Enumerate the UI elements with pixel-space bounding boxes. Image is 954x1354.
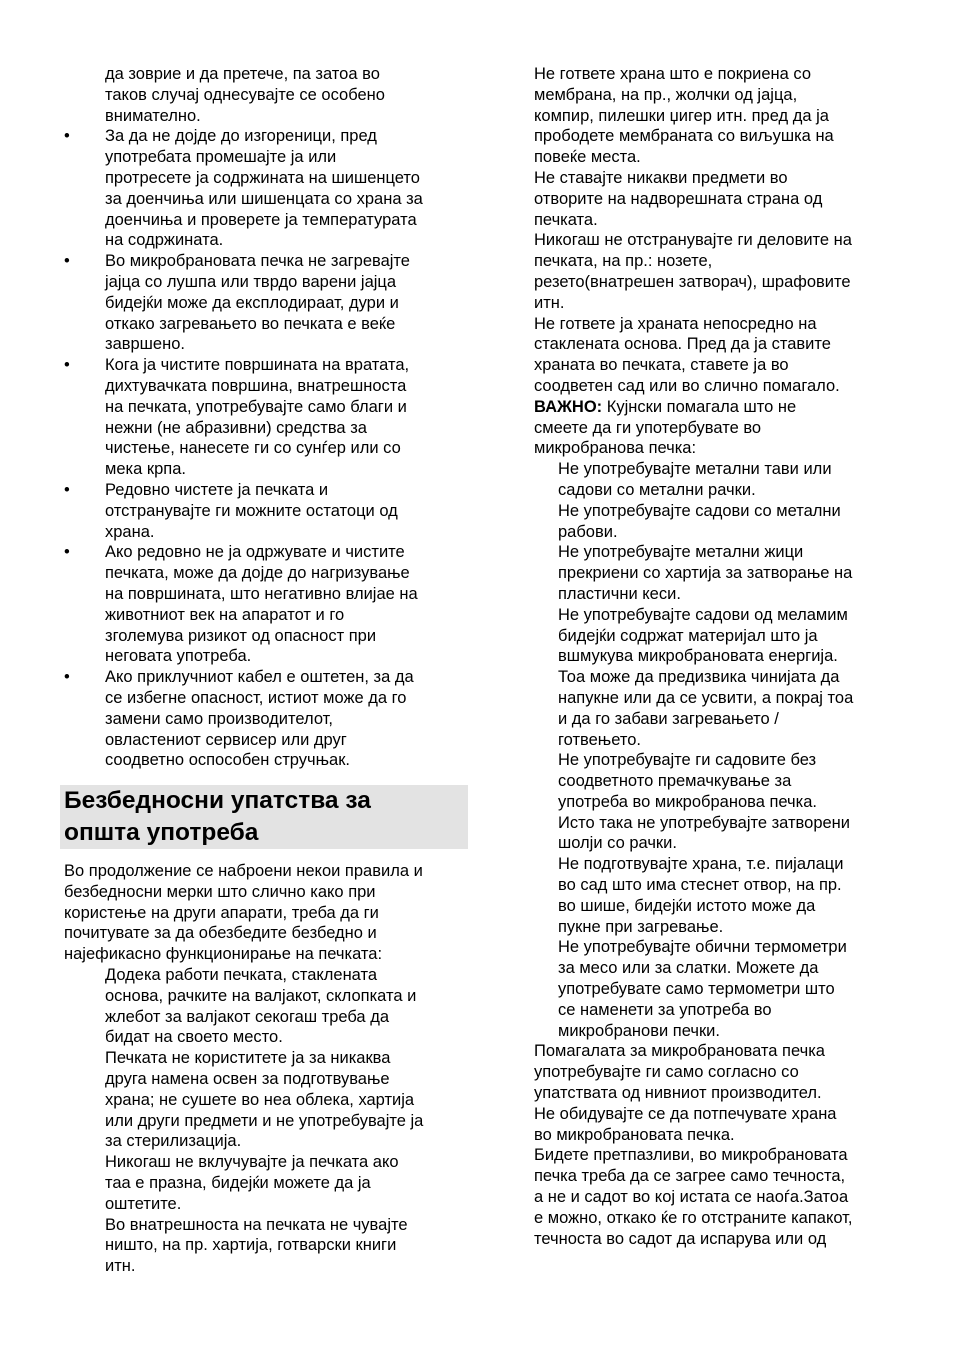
section-heading: Безбедносни упатства за општа употреба <box>60 785 468 849</box>
rules-list <box>64 965 464 1277</box>
bullet-icon: • <box>64 356 70 375</box>
intro-text: да зоврие и да претече, па затоа во таков случај однесувајте се особено внимателно. <box>105 65 385 125</box>
paragraph: Никогаш не отстранувајте ги деловите на печката, на пр.: нозете, резето(внатрешен затворач), шрафовите итн. <box>534 231 852 312</box>
left-column <box>64 64 464 1277</box>
list-item: Печката не користитете ја за никаква друга намена освен за подготвување храна; не сушете во неа облека, хартија или други предмети и не употребувајте ја за стерилизација. <box>105 1049 424 1151</box>
bullet-text: Во микробрановата печка не загревајте јајца со лушпа или тврдо варени јајца бидејќи може да експлодираат, дури и откако загревањето во печката е веќе завршено. <box>105 252 410 354</box>
paragraph: Не ставајте никакви предмети во отворите на надворешната страна од печката. <box>534 168 823 229</box>
bullet-icon: • <box>64 252 70 271</box>
paragraph: Не гответе храна што е покриена со мембрана, на пр., жолчки од јајца, компир, пилешки џигер итн. пред да ја прободете мембраната со виљушка на повеќе места. <box>534 65 834 167</box>
list-item: Не употребувајте ги садовите без соодветното премачкување за употреба во микробранова печка. <box>558 751 817 811</box>
closing-paragraph: Помагалата за микробрановата печка употребувајте ги само согласно со упатствата од нивниот производител. <box>534 1042 825 1103</box>
bullet-icon: • <box>64 127 70 146</box>
list-item: Исто така не употребувајте затворени шолји со рачки. <box>558 813 850 853</box>
section-paragraph: Во продолжение се наброени некои правила и безбедносни мерки што слично како при користење на други апарати, треба да ги почитувате за да обезбедите безбедно и најефикасно функционирање на печката: <box>64 862 423 964</box>
bullet-icon: • <box>64 668 70 687</box>
list-item: Не употребувајте метални жици прекриени со хартија за затворање на пластични кеси. <box>558 543 853 603</box>
bullet-text: За да не дојде до изгореници, пред употребата промешајте ја или протресете ја содржината на шишенцето за доенчиња или шишенцата со храна за доенчиња и проверете ја температурата на содржината. <box>105 127 423 250</box>
bullet-text: Редовно чистете ја печката и отстранувајте ги можните остатоци од храна. <box>105 480 398 541</box>
bullet-text: Ако редовно не ја одржувате и чистите печката, може да дојде до нагризување на површината, што негативно влијае на животниот век на апаратот и го зголемува ризикот од опасност при неговата употреба. <box>105 543 418 666</box>
bullet-item <box>64 251 464 355</box>
paragraph: Не гответе ја храната непосредно на стаклената основа. Пред да ја ставите храната во печката, ставете ја во соодветен сад или во слично помагало. <box>534 314 840 395</box>
bullet-icon: • <box>64 480 70 499</box>
bullet-text: Ако приклучниот кабел е оштетен, за да се избегне опасност, истиот може да го замени само производителот, овластениот сервисер или друг соодветно оспособен стручњак. <box>105 668 414 770</box>
list-item: Додека работи печката, стаклената основа, рачките на валјакот, склопката и жлебот за валјакот секогаш треба да бидат на своето место. <box>105 966 417 1047</box>
bullet-item <box>64 480 464 542</box>
list-item: Не употребувајте садови од меламим бидејќи содржат материјал што ја вшмукува микробрановата енергија. Тоа може да предизвика чинијата да напукне или да се усвити, а покрај тоа и да го забави загревањето / готвењето. <box>558 605 854 749</box>
important-note <box>534 397 894 459</box>
closing-paragraph: Не обидувајте се да потпечувате храна во микробрановата печка. <box>534 1104 837 1144</box>
important-text: Кујнски помагала што не смеете да ги употербувате во микробранова печка: <box>534 397 797 458</box>
list-item: Во внатрешноста на печката не чувајте ништо, на пр. хартија, готварски книги итн. <box>105 1215 408 1276</box>
utensils-list <box>534 459 894 1041</box>
bullet-item <box>64 126 464 251</box>
list-item: Не употребувајте обични термометри за месо или за слатки. Можете да употребувате само термометри што се наменети за употреба во микробранови печки. <box>558 938 847 1040</box>
bullet-list <box>64 126 464 771</box>
right-column <box>534 64 894 1249</box>
bullet-text: Кога ја чистите површината на вратата, дихтувачката површина, внатрешноста на печката, употребувајте само благи и нежни (не абразивни) средства за чистење, нанесете ги со сунѓер или со мека крпа. <box>105 356 410 479</box>
list-item: Не подготвувајте храна, т.е. пијалаци во сад што има стеснет отвор, на пр. во шише, бидејќи истото може да пукне при загревање. <box>558 855 844 936</box>
bullet-item <box>64 667 464 771</box>
list-item: Никогаш не вклучувајте ја печката ако таа е празна, бидејќи можете да ја оштетите. <box>105 1153 399 1213</box>
list-item: Не употребувајте метални тави или садови со метални рачки. <box>558 460 832 499</box>
list-item: Не употребувајте садови со метални рабови. <box>558 501 841 541</box>
closing-paragraph: Бидете претпазливи, во микробрановата печка треба да се загрее само течноста, а не и садот во кој истата се наоѓа.Затоа е можно, откако ќе го отстраните капакот, течноста во садот да испарува или од <box>534 1146 853 1248</box>
bullet-item <box>64 355 464 480</box>
bullet-icon: • <box>64 543 70 562</box>
important-label: ВАЖНО: <box>534 397 603 416</box>
bullet-item <box>64 542 464 667</box>
